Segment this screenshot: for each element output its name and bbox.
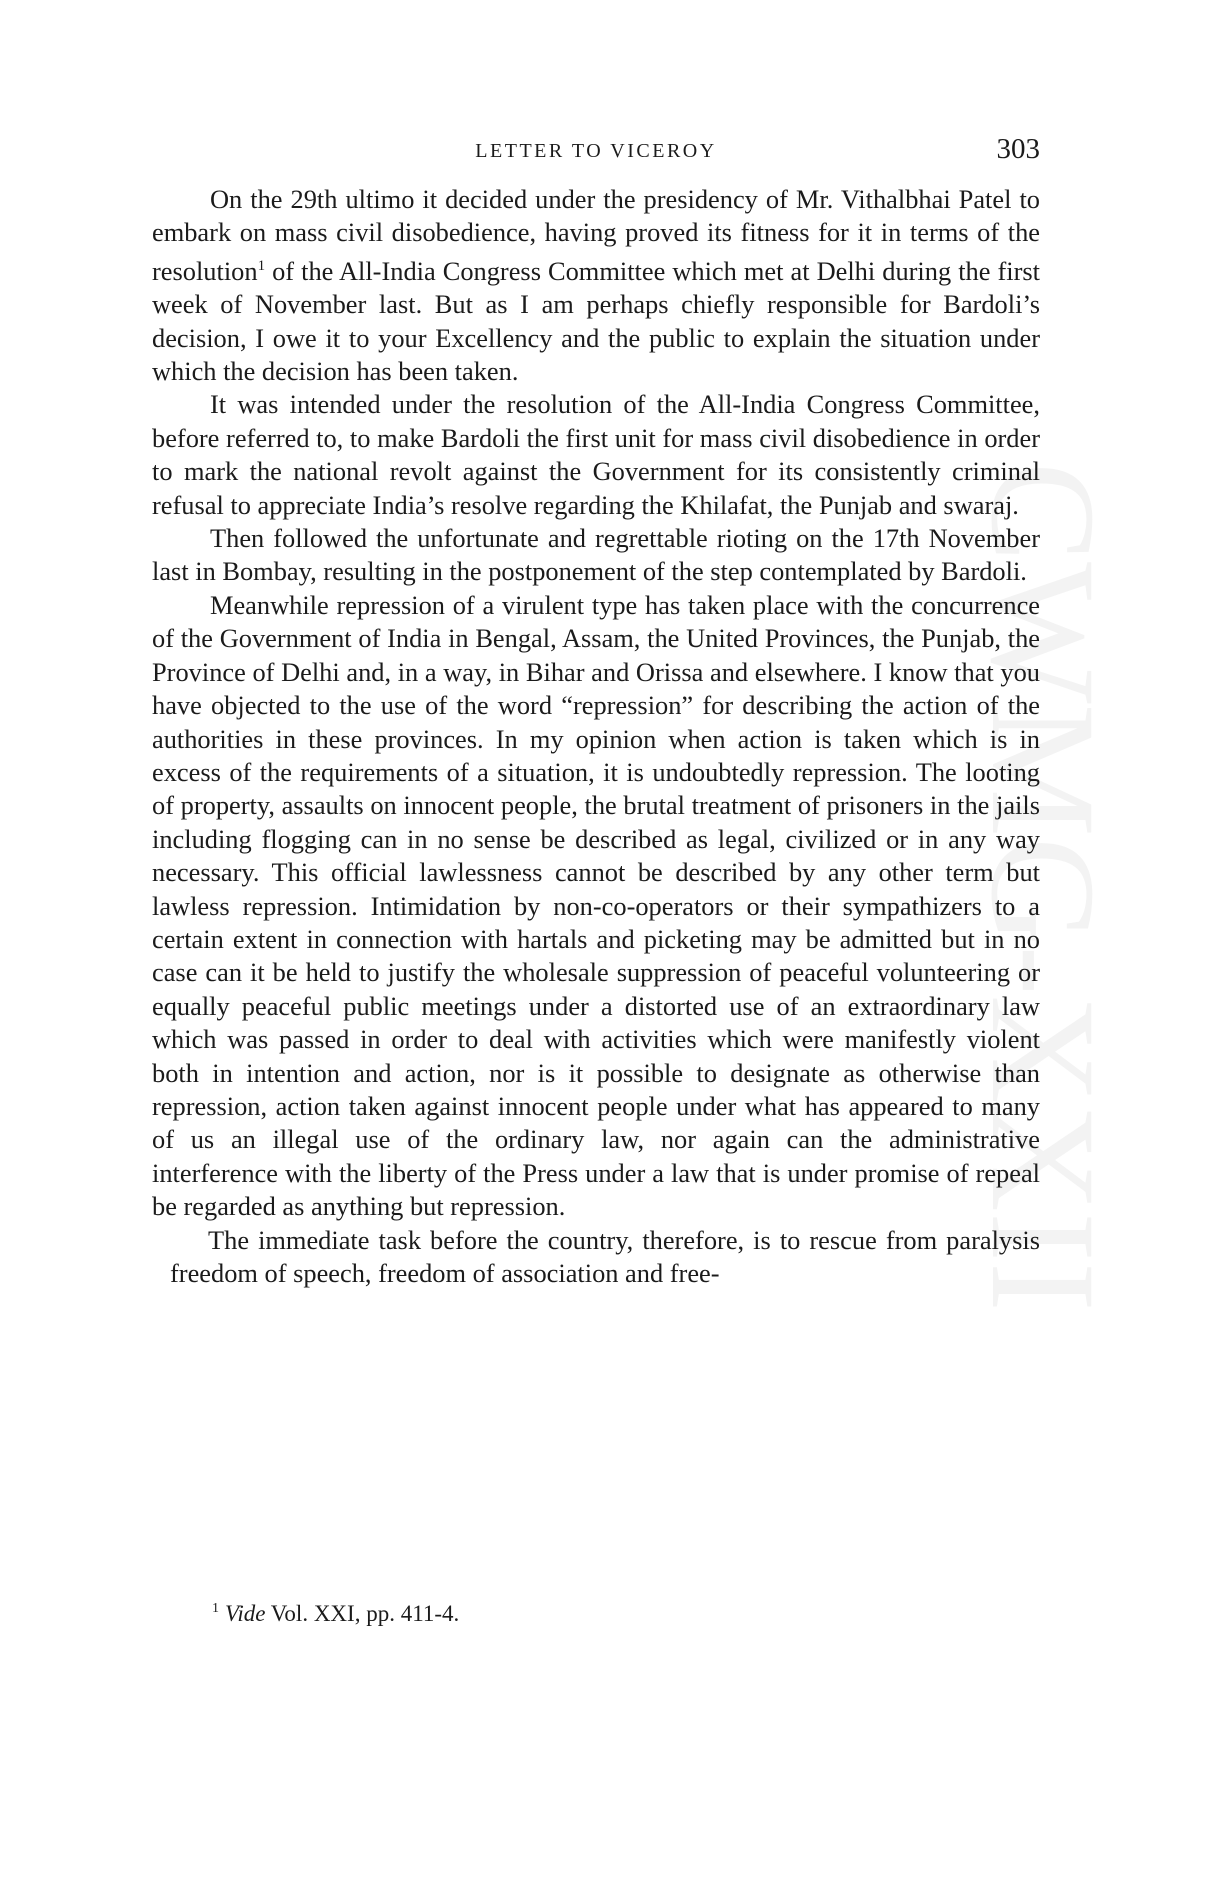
paragraph-3: Then followed the unfortunate and regrettable rioting on the 17th November last in Bombay, resulting in the postponement of the step contemplated by Bardoli. <box>152 523 1040 587</box>
paragraph-1-text-b: of the All-India Congress Committee which met at Delhi during the first week of November last. But as I am perhaps chiefly responsible for Bardoli’s decision, I owe it to your Excellency and the public to explain the situation under which the decision has been taken. <box>152 255 1040 387</box>
running-head <box>152 134 1040 168</box>
paragraph-5: The immediate task before the country, therefore, is to rescue from paralysis freedom of speech, freedom of association and free- <box>170 1224 1040 1288</box>
footnote-vide: Vide <box>225 1601 266 1626</box>
paragraph-1 <box>152 183 1040 388</box>
paragraph-4: Meanwhile repression of a virulent type has taken place with the concurrence of the Government of India in Bengal, Assam, the United Provinces, the Punjab, the Province of Delhi and, in a way, in Bihar and Orissa and elsewhere. I know that you have objected to the use of the word “repression” for describing the action of the authorities in these provinces. In my opinion when action is taken which is in excess of the requirements of a situation, it is undoubtedly repression. The looting of property, assaults on innocent people, the brutal treatment of prisoners in the jails including flogging can in no sense be described as legal, civilized or in any way necessary. This official lawlessness cannot be described by any other term but lawless repression. Intimidation by non-co-operators or their sympathizers to a certain extent in connection with hartals and picketing may be admitted but in no case can it be held to justify the wholesale suppression of peaceful volunteering or equally peaceful public meetings under a distorted use of an extraordinary law which was passed in order to deal with activities which were manifestly violent both in intention and action, nor is it possible to designate as otherwise than repression, action taken against innocent people under what has appeared to many of us an illegal use of the ordinary law, nor again can the administrative interference with the liberty of the Press under a law that is under promise of repeal be regarded as anything but repression. <box>152 589 1040 1222</box>
paragraph-2: It was intended under the resolution of the All-India Congress Committee, before referred to, to make Bardoli the first unit for mass civil disobedience in order to mark the national revolt against the Government for its consistently criminal refusal to appreciate India’s resolve regarding the Khilafat, the Punjab and swaraj. <box>152 389 1040 520</box>
body-text <box>152 183 1040 1290</box>
footnote-reference: 1 <box>257 257 266 274</box>
watermark: CWMG-XXII <box>960 462 1126 1312</box>
footnote <box>212 1594 459 1629</box>
paragraph-1-text-a: On the 29th ultimo it decided under the presidency of Mr. Vithalbhai Patel to embark on mass civil disobedience, having proved its fitness for it in terms of the resolution <box>152 184 1040 286</box>
footnote-text: Vol. XXI, pp. 411-4. <box>265 1601 460 1626</box>
page-number: 303 <box>996 133 1040 165</box>
running-title: LETTER TO VICEROY <box>475 140 717 162</box>
footnote-mark: 1 <box>212 1601 219 1616</box>
